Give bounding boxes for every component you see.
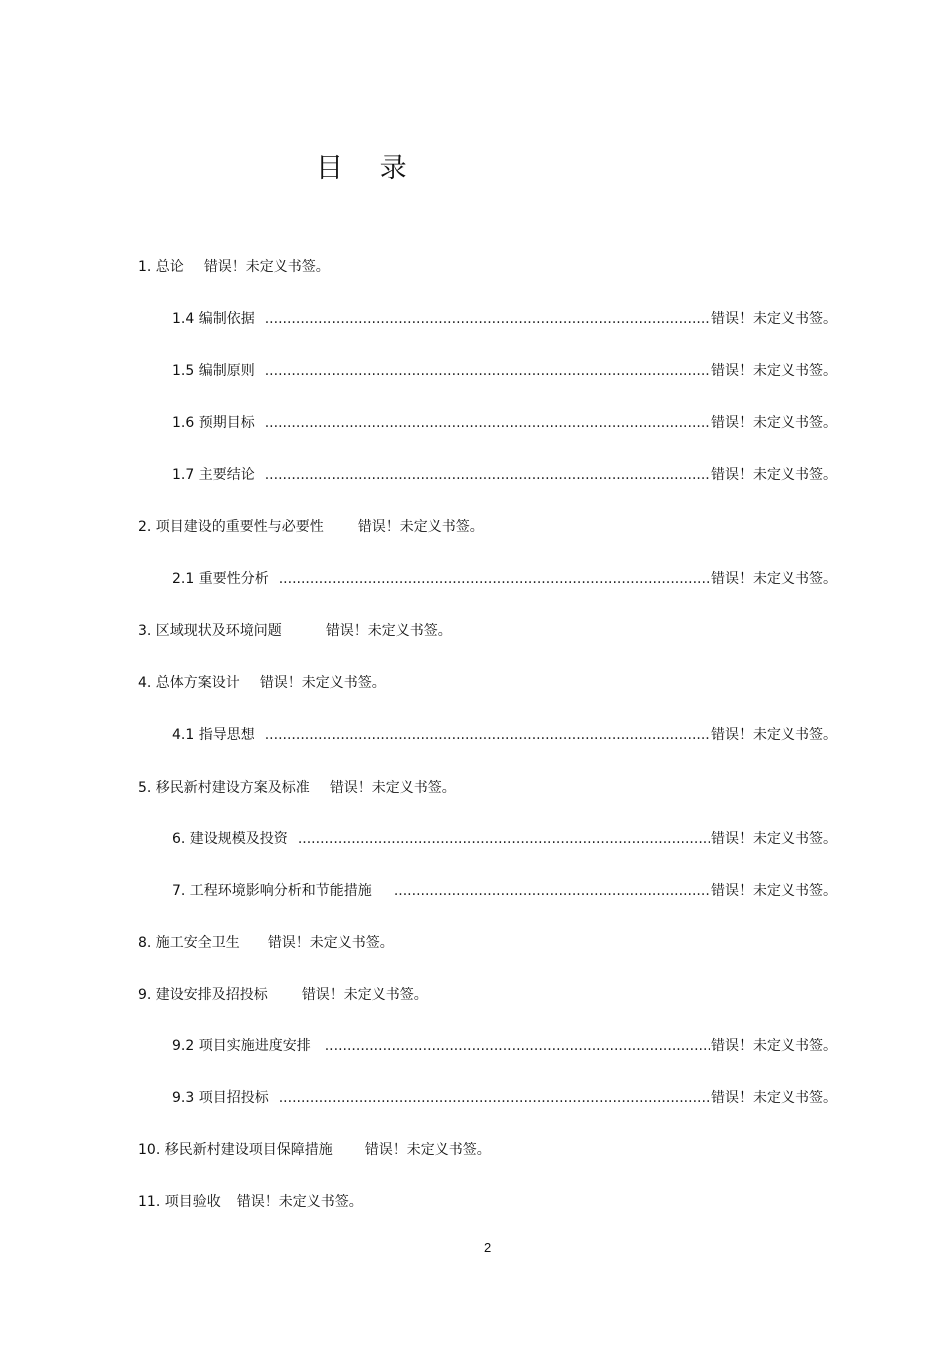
toc-entry-label: 6. 建设规模及投资: [172, 831, 288, 847]
toc-entry-error: 错误！未定义书签。: [301, 987, 428, 1003]
toc-entry-label: 1.6 预期目标: [172, 415, 255, 431]
toc-entry-error: 错误！未定义书签。: [711, 311, 837, 327]
toc-entry-label: 9.3 项目招投标: [172, 1090, 269, 1106]
toc-entry[interactable]: [172, 828, 837, 850]
toc-entry[interactable]: [138, 672, 386, 694]
toc-entry-label: 9.2 项目实施进度安排: [172, 1038, 311, 1054]
toc-leader-dots: [265, 464, 710, 486]
toc-entry-error: 错误！未定义书签。: [259, 675, 386, 691]
toc-entry-error: 错误！未定义书签。: [711, 727, 837, 743]
toc-entry-label: 2. 项目建设的重要性与必要性: [138, 519, 324, 535]
toc-entry-label: 4.1 指导思想: [172, 727, 255, 743]
toc-entry[interactable]: [138, 516, 484, 538]
toc-leader-dots: [265, 360, 710, 382]
toc-leader-dots: [265, 308, 710, 330]
toc-entry[interactable]: [138, 620, 452, 642]
toc-entry-error: 错误！未定义书签。: [364, 1142, 491, 1158]
toc-entry-label: 2.1 重要性分析: [172, 571, 269, 587]
toc-entry-label: 7. 工程环境影响分析和节能措施: [172, 883, 372, 899]
toc-entry-label: 9. 建设安排及招投标: [138, 987, 268, 1003]
toc-entry-label: 3. 区域现状及环境问题: [138, 623, 282, 639]
toc-entry-error: 错误！未定义书签。: [711, 1038, 837, 1054]
toc-entry-label: 10. 移民新村建设项目保障措施: [138, 1142, 333, 1158]
toc-entry-label: 1.4 编制依据: [172, 311, 255, 327]
toc-leader-dots: [298, 828, 710, 850]
toc-entry-label: 1.5 编制原则: [172, 363, 255, 379]
toc-leader-dots: [279, 1087, 710, 1109]
toc-entry-label: 1.7 主要结论: [172, 467, 255, 483]
toc-entry-error: 错误！未定义书签。: [711, 571, 837, 587]
toc-entry-error: 错误！未定义书签。: [203, 259, 330, 275]
toc-entry[interactable]: [172, 724, 837, 746]
toc-title: 目 录: [316, 153, 421, 184]
toc-entry-error: 错误！未定义书签。: [357, 519, 484, 535]
toc-entry[interactable]: [172, 464, 837, 486]
toc-entry[interactable]: [138, 984, 428, 1006]
page-number: 2: [484, 1240, 492, 1255]
toc-entry[interactable]: [138, 256, 330, 278]
toc-entry[interactable]: [172, 1087, 837, 1109]
toc-leader-dots: [325, 1035, 710, 1057]
toc-entry-label: 5. 移民新村建设方案及标准: [138, 780, 310, 796]
toc-entry[interactable]: [172, 880, 837, 902]
toc-entry[interactable]: [138, 1191, 363, 1213]
toc-entry-error: 错误！未定义书签。: [236, 1194, 363, 1210]
toc-entry-label: 11. 项目验收: [138, 1194, 221, 1210]
toc-entry-error: 错误！未定义书签。: [329, 780, 456, 796]
toc-entry-error: 错误！未定义书签。: [711, 883, 837, 899]
toc-entry[interactable]: [172, 1035, 837, 1057]
toc-entry-label: 1. 总论: [138, 259, 184, 275]
toc-entry[interactable]: [138, 932, 394, 954]
toc-entry-error: 错误！未定义书签。: [711, 1090, 837, 1106]
toc-entry-error: 错误！未定义书签。: [711, 363, 837, 379]
toc-entry-error: 错误！未定义书签。: [325, 623, 452, 639]
toc-leader-dots: [279, 568, 710, 590]
toc-entry[interactable]: [138, 777, 456, 799]
toc-entry-error: 错误！未定义书签。: [267, 935, 394, 951]
toc-entry[interactable]: [172, 568, 837, 590]
toc-entry[interactable]: [172, 308, 837, 330]
toc-leader-dots: [265, 724, 710, 746]
toc-leader-dots: [394, 880, 710, 902]
toc-entry[interactable]: [172, 360, 837, 382]
toc-entry-label: 8. 施工安全卫生: [138, 935, 240, 951]
toc-entry-error: 错误！未定义书签。: [711, 415, 837, 431]
toc-leader-dots: [265, 412, 710, 434]
toc-entry-error: 错误！未定义书签。: [711, 467, 837, 483]
toc-entry[interactable]: [138, 1139, 491, 1161]
toc-entry-label: 4. 总体方案设计: [138, 675, 240, 691]
toc-entry[interactable]: [172, 412, 837, 434]
toc-entry-error: 错误！未定义书签。: [711, 831, 837, 847]
